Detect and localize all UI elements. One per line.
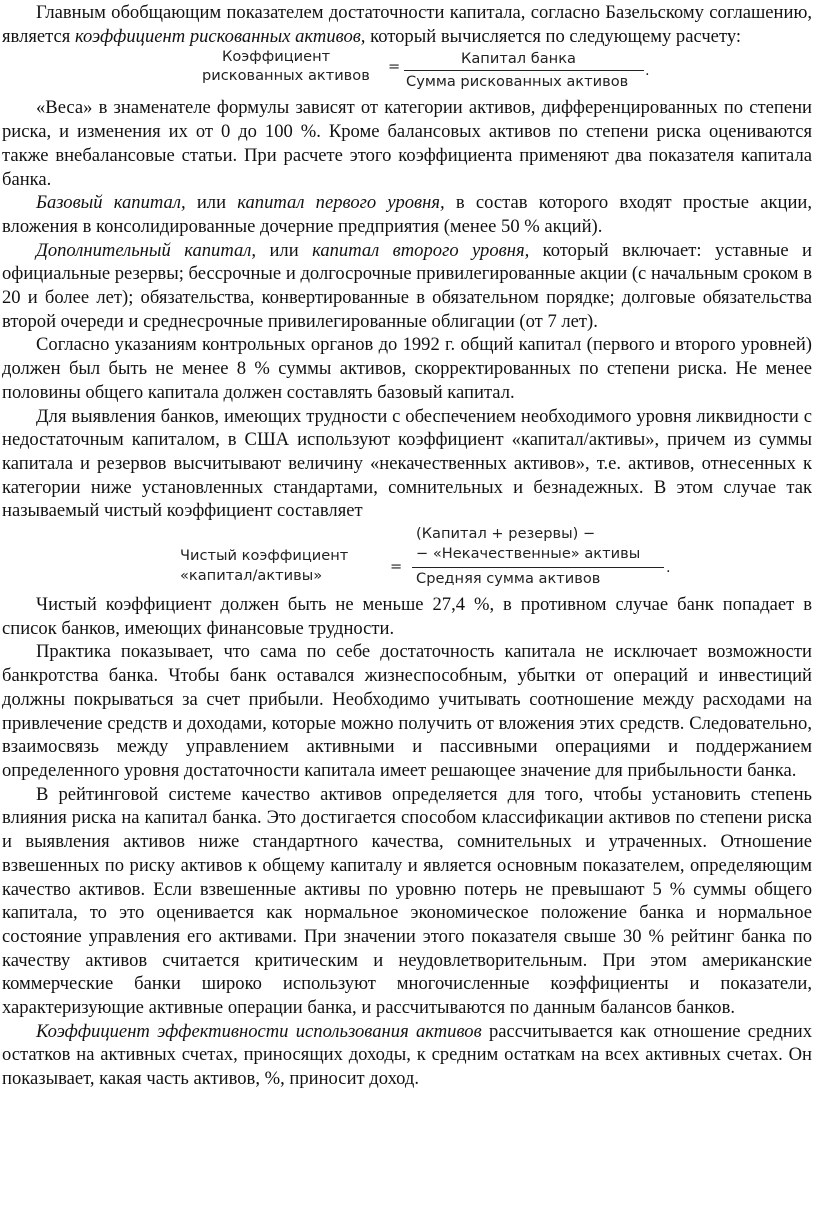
term-asset-efficiency-ratio: Коэффициент эффективности использования активов — [36, 1020, 482, 1042]
term-additional-capital: Дополнительный капитал, — [36, 239, 257, 261]
formula-denominator: Средняя сумма активов — [416, 570, 601, 588]
term-base-capital: Базовый капитал, — [36, 192, 186, 214]
fraction-bar — [412, 567, 664, 568]
fraction-bar — [404, 70, 644, 71]
formula-period: . — [666, 559, 671, 577]
term-tier1-capital: капитал первого уровня, — [237, 192, 445, 214]
paragraph-regulatory-minimum: Согласно указаниям контрольных органов до 1992 г. общий капитал (первого и второго уровней) должен был быть не менее 8 % суммы активов, скорректированных по степени риска. Не менее половины общего капитала должен составлять базовый капитал. — [2, 334, 812, 403]
formula-denominator: Сумма рискованных активов — [406, 73, 629, 91]
paragraph-weights: «Веса» в знаменателе формулы зависят от категории активов, дифференцированных по степени риска, и изменения их от 0 до 100 %. Кроме балансовых активов по степени риска оцениваются также внебалансовые статьи. При расчете этого коэффициента применяют два показателя капитала банка. — [2, 97, 812, 190]
formula-num-line1: (Капитал + резервы) − — [416, 525, 596, 543]
formula-lhs-line1: Коэффициент — [222, 48, 331, 66]
paragraph-capital-adequacy-intro: Главным обобщающим показателем достаточности капитала, согласно Базельскому соглашению, является коэффициент рискованных активов, который вычисляется по следующему расчету: — [2, 2, 812, 47]
formula-risk-asset-ratio — [2, 48, 812, 96]
formula-num-line2: − «Некачественные» активы — [416, 545, 641, 563]
paragraph-tier1-capital: Базовый капитал, или капитал первого уровня, в состав которого входят простые акции, вложения в консолидированные дочерние предприятия (менее 50 % акций). — [2, 192, 812, 237]
paragraph-net-ratio-threshold: Чистый коэффициент должен быть не меньше 27,4 %, в противном случае банк попадает в список банков, имеющих финансовые трудности. — [2, 594, 812, 639]
paragraph-net-ratio-intro: Для выявления банков, имеющих трудности с обеспечением необходимого уровня ликвидности с недостаточным капиталом, в США используют коэффициент «капитал/активы», причем из суммы капитала и резервов высчитывают величину «некачественных активов», т.е. активов, отнесенных к категории ниже установленных стандартами, сомнительных и безнадежных. В этом случае так называемый чистый коэффициент составляет — [2, 405, 812, 522]
paragraph-practice: Практика показывает, что сама по себе достаточность капитала не исключает возможности банкротства банка. Чтобы банк оставался жизнеспособным, убытки от операций и инвестиций должны покрываться за счет прибыли. Необходимо учитывать соотношение между расходами на привлечение средств и доходами, которые можно получить от вложения этих средств. Следовательно, взаимосвязь между управлением активными и пассивными операциями и поддержанием определенного уровня достаточности капитала имеет решающее значение для прибыльности банка. — [2, 641, 812, 781]
paragraph-tier2-capital: Дополнительный капитал, или капитал второго уровня, который включает: уставные и официальные резервы; бессрочные и долгосрочные привилегированные акции (с начальным сроком в 20 и более лет); обязательства, конвертированные в обязательном порядке; долговые обязательства второй очереди и среднесрочные привилегированные облигации (от 7 лет). — [2, 239, 812, 332]
term-risk-asset-ratio: коэффициент рискованных активов, — [74, 25, 366, 47]
paragraph-rating-system: В рейтинговой системе качество активов определяется для того, чтобы установить степень влияния риска на капитал банка. Это достигается способом классификации активов по степени риска и выявления активов ниже стандартного качества, сомнительных и утраченных. Отношение взвешенных по риску активов к общему капиталу и является основным показателем, определяющим качество активов. Если взвешенные активы по уровню потерь не превышают 5 % суммы общего капитала, то это оценивается как нормальное экономическое положение банка и нормальное состояние управления его активами. При значении этого показателя свыше 30 % рейтинг банка по качеству активов считается критическим и неудовлетворительным. При этом американские коммерческие банки широко используют многочисленные коэффициенты и показатели, характеризующие активные операции банка, и рассчитываются по данным балансов банков. — [2, 783, 812, 1019]
paragraph-asset-efficiency: Коэффициент эффективности использования активов рассчитывается как отношение средних остатков на активных счетах, приносящих доходы, к средним остаткам на всех активных счетах. Он показывает, какая часть активов, %, приносит доход. — [2, 1020, 812, 1090]
formula-equals: = — [388, 58, 401, 76]
formula-lhs-line2: «капитал/активы» — [180, 567, 323, 585]
formula-period: . — [645, 62, 650, 80]
formula-lhs-line2: рискованных активов — [202, 67, 370, 85]
formula-net-capital-ratio — [2, 523, 812, 593]
term-tier2-capital: капитал второго уровня, — [312, 239, 530, 261]
formula-lhs-line1: Чистый коэффициент — [180, 547, 349, 565]
formula-equals: = — [390, 558, 403, 576]
formula-numerator: Капитал банка — [461, 50, 576, 68]
